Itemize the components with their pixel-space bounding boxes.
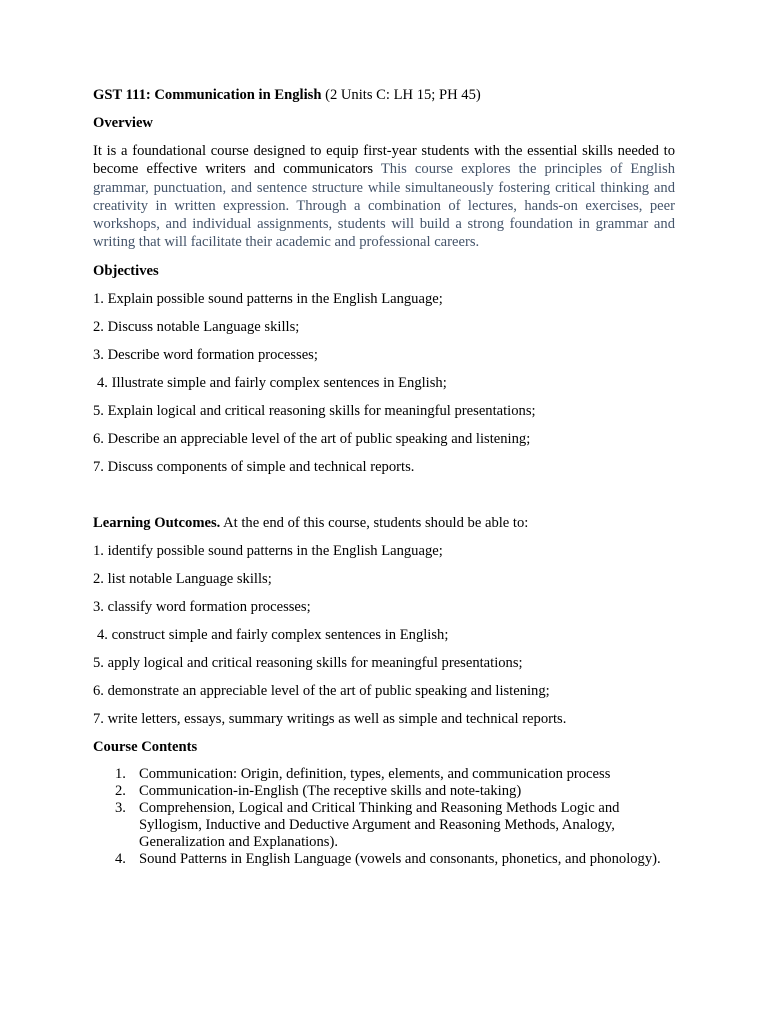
list-item (93, 851, 675, 868)
section-spacer (93, 486, 675, 514)
objective-item: 4. Illustrate simple and fairly complex sentences in English; (97, 374, 447, 391)
overview-text-blue: This course explores the principles of English grammar, punctuation, and sentence structure while simultaneously fostering critical thinking and creativity in written expression. Through a combination of lectures, hands-on exercises, peer workshops, and individual assignments, students will build a strong foundation in grammar and writing that will facilitate their academic and professional careers. (93, 161, 675, 251)
outcome-item: 1. identify possible sound patterns in the English Language; (93, 542, 443, 559)
outcome-item: 3. classify word formation processes; (93, 598, 311, 615)
objective-item: 3. Describe word formation processes; (93, 346, 318, 363)
learning-outcomes-intro: At the end of this course, students should be able to: (220, 514, 529, 531)
learning-outcomes-line (93, 514, 675, 532)
list-item-text: Communication: Origin, definition, types, elements, and communication process (139, 765, 611, 782)
overview-text-black: It is a foundational course designed to equip first-year students with the essential skills needed to become effective writers and communicators (93, 143, 675, 178)
outcome-item: 5. apply logical and critical reasoning skills for meaningful presentations; (93, 654, 523, 671)
objectives-heading: Objectives (93, 262, 159, 279)
outcome-item: 4. construct simple and fairly complex sentences in English; (97, 626, 449, 643)
list-item-number: 3. (115, 800, 126, 817)
outcome-item: 7. write letters, essays, summary writings as well as simple and technical reports. (93, 710, 567, 727)
list-item-number: 1. (115, 765, 126, 782)
list-item-text: Comprehension, Logical and Critical Thinking and Reasoning Methods Logic and Syllogism, Inductive and Deductive Argument and Reasoning Methods, Analogy, Generalization and Explanations). (139, 800, 620, 850)
course-units: (2 Units C: LH 15; PH 45) (321, 87, 481, 103)
list-item-number: 2. (115, 783, 126, 800)
objective-item: 6. Describe an appreciable level of the art of public speaking and listening; (93, 430, 531, 447)
list-item (93, 783, 675, 800)
list-item-text: Sound Patterns in English Language (vowels and consonants, phonetics, and phonology). (139, 851, 661, 868)
document-page (93, 86, 675, 869)
course-title-line (93, 86, 675, 104)
outcome-item: 2. list notable Language skills; (93, 570, 272, 587)
outcome-item: 6. demonstrate an appreciable level of the art of public speaking and listening; (93, 682, 550, 699)
overview-paragraph (93, 142, 675, 252)
list-item (93, 800, 675, 850)
list-item-text: Communication-in-English (The receptive skills and note-taking) (139, 783, 522, 800)
objective-item: 1. Explain possible sound patterns in the English Language; (93, 290, 443, 307)
list-item-number: 4. (115, 851, 126, 868)
overview-heading: Overview (93, 115, 153, 131)
learning-outcomes-heading: Learning Outcomes. (93, 514, 221, 531)
course-contents-list (93, 766, 675, 868)
objective-item: 5. Explain logical and critical reasoning skills for meaningful presentations; (93, 402, 536, 419)
course-contents-heading: Course Contents (93, 738, 198, 755)
objective-item: 2. Discuss notable Language skills; (93, 318, 300, 335)
course-code-title: GST 111: Communication in English (93, 87, 322, 103)
objective-item: 7. Discuss components of simple and technical reports. (93, 458, 415, 475)
list-item (93, 766, 675, 783)
